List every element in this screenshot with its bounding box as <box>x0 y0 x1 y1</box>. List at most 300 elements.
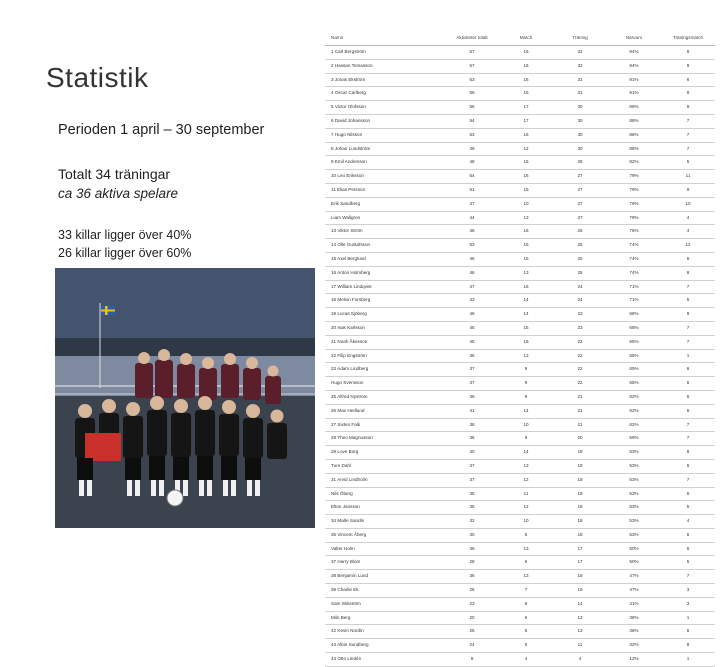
table-row <box>325 432 715 446</box>
attendance-cell: 53% <box>607 501 661 515</box>
training-cell: 11 <box>553 639 607 653</box>
table-row <box>325 653 715 667</box>
player-name-cell: 7 Hugo Nilsson <box>325 128 445 142</box>
period-text: Perioden 1 april – 30 september <box>58 122 265 138</box>
training-match-cell: 6 <box>661 363 715 377</box>
training-match-cell: 11 <box>661 170 715 184</box>
match-cell: 15 <box>499 183 553 197</box>
attendance-cell: 68% <box>607 308 661 322</box>
table-row <box>325 515 715 529</box>
table-row <box>325 170 715 184</box>
table-row <box>325 266 715 280</box>
table-row <box>325 225 715 239</box>
match-cell: 14 <box>499 446 553 460</box>
attendance-cell: 12% <box>607 653 661 667</box>
training-cell: 23 <box>553 321 607 335</box>
player-name-cell: 9 Emil Andersson <box>325 156 445 170</box>
training-match-cell: 7 <box>661 280 715 294</box>
match-cell: 6 <box>499 597 553 611</box>
match-cell: 12 <box>499 501 553 515</box>
total-activities-cell: 36 <box>445 542 499 556</box>
training-match-cell: 5 <box>661 156 715 170</box>
column-header-training: Träning <box>553 32 607 46</box>
total-activities-cell: 38 <box>445 418 499 432</box>
table-row <box>325 446 715 460</box>
total-activities-cell: 37 <box>445 377 499 391</box>
player-name-cell: 16 Anton Holmberg <box>325 266 445 280</box>
total-activities-cell: 54 <box>445 114 499 128</box>
training-cell: 17 <box>553 556 607 570</box>
total-activities-cell: 56 <box>445 87 499 101</box>
table-row <box>325 487 715 501</box>
table-row <box>325 625 715 639</box>
training-match-cell: 1 <box>661 653 715 667</box>
training-match-cell: 4 <box>661 211 715 225</box>
player-name-cell: 15 Axel Berglund <box>325 252 445 266</box>
total-activities-cell: 32 <box>445 515 499 529</box>
player-name-cell: Milo Berg <box>325 611 445 625</box>
match-cell: 5 <box>499 639 553 653</box>
attendance-cell: 65% <box>607 363 661 377</box>
table-row <box>325 611 715 625</box>
training-match-cell: 9 <box>661 59 715 73</box>
training-match-cell: 6 <box>661 459 715 473</box>
training-cell: 4 <box>553 653 607 667</box>
training-cell: 16 <box>553 570 607 584</box>
column-header-match: Match <box>499 32 553 46</box>
training-match-cell: 8 <box>661 446 715 460</box>
table-row <box>325 363 715 377</box>
table-row <box>325 418 715 432</box>
match-cell: 6 <box>499 528 553 542</box>
total-activities-cell: 51 <box>445 183 499 197</box>
training-match-cell: 12 <box>661 239 715 253</box>
total-activities-cell: 36 <box>445 390 499 404</box>
attendance-cell: 76% <box>607 225 661 239</box>
table-row <box>325 211 715 225</box>
player-name-cell: 10 Leo Eriksson <box>325 170 445 184</box>
training-match-cell: 3 <box>661 597 715 611</box>
training-match-cell: 5 <box>661 294 715 308</box>
total-activities-cell: 37 <box>445 363 499 377</box>
total-activities-cell: 45 <box>445 321 499 335</box>
table-row <box>325 294 715 308</box>
attendance-cell: 59% <box>607 432 661 446</box>
match-cell: 16 <box>499 225 553 239</box>
attendance-cell: 94% <box>607 59 661 73</box>
player-name-cell: 34 Malte Sandin <box>325 515 445 529</box>
attendance-cell: 32% <box>607 639 661 653</box>
training-match-cell: 6 <box>661 404 715 418</box>
table-row <box>325 459 715 473</box>
training-cell: 18 <box>553 473 607 487</box>
player-name-cell: 43 Albin Sundberg <box>325 639 445 653</box>
match-cell: 10 <box>499 515 553 529</box>
player-name-cell: 3 Jonas Ekström <box>325 73 445 87</box>
attendance-cell: 79% <box>607 183 661 197</box>
match-cell: 14 <box>499 404 553 418</box>
slide-title: Statistik <box>46 62 149 93</box>
training-match-cell: 9 <box>661 46 715 60</box>
summary-over-60: 26 killar ligger över 60% <box>58 246 192 260</box>
total-activities-cell: 48 <box>445 156 499 170</box>
player-name-cell: 6 David Johansson <box>325 114 445 128</box>
match-cell: 10 <box>499 418 553 432</box>
match-cell: 16 <box>499 73 553 87</box>
total-activities-cell: 36 <box>445 570 499 584</box>
training-match-cell: 6 <box>661 528 715 542</box>
total-activities-cell: 23 <box>445 597 499 611</box>
table-row <box>325 197 715 211</box>
match-cell: 15 <box>499 252 553 266</box>
training-match-cell: 7 <box>661 418 715 432</box>
training-match-cell: 9 <box>661 183 715 197</box>
player-name-cell: Nils Öberg <box>325 487 445 501</box>
training-cell: 18 <box>553 501 607 515</box>
training-cell: 27 <box>553 183 607 197</box>
attendance-cell: 91% <box>607 87 661 101</box>
table-row <box>325 239 715 253</box>
total-activities-cell: 46 <box>445 252 499 266</box>
total-activities-cell: 53 <box>445 128 499 142</box>
table-row <box>325 404 715 418</box>
table-row <box>325 321 715 335</box>
training-cell: 30 <box>553 142 607 156</box>
training-cell: 32 <box>553 59 607 73</box>
table-row <box>325 556 715 570</box>
training-cell: 13 <box>553 625 607 639</box>
table-row <box>325 335 715 349</box>
team-photo-image <box>55 268 315 528</box>
training-match-cell: 9 <box>661 87 715 101</box>
training-match-cell: 6 <box>661 377 715 391</box>
table-row <box>325 156 715 170</box>
training-match-cell: 9 <box>661 308 715 322</box>
total-activities-cell: 45 <box>445 335 499 349</box>
attendance-cell: 79% <box>607 170 661 184</box>
player-name-cell: 27 Sixten Falk <box>325 418 445 432</box>
match-cell: 11 <box>499 487 553 501</box>
training-cell: 24 <box>553 294 607 308</box>
training-match-cell: 10 <box>661 197 715 211</box>
training-cell: 18 <box>553 459 607 473</box>
training-cell: 20 <box>553 432 607 446</box>
training-cell: 30 <box>553 114 607 128</box>
total-activities-cell: 35 <box>445 501 499 515</box>
table-row <box>325 349 715 363</box>
player-name-cell: 38 Benjamin Lund <box>325 570 445 584</box>
match-cell: 16 <box>499 170 553 184</box>
match-cell: 16 <box>499 280 553 294</box>
training-cell: 24 <box>553 280 607 294</box>
training-cell: 27 <box>553 170 607 184</box>
player-name-cell: 37 Harry Blom <box>325 556 445 570</box>
table-body <box>325 46 715 667</box>
total-activities-cell: 41 <box>445 404 499 418</box>
player-name-cell: 2 Hassan Tomasson <box>325 59 445 73</box>
table-row <box>325 584 715 598</box>
total-activities-cell: 35 <box>445 487 499 501</box>
total-activities-cell: 30 <box>445 528 499 542</box>
attendance-cell: 94% <box>607 46 661 60</box>
total-activities-cell: 46 <box>445 266 499 280</box>
total-trainings-text: Totalt 34 träningar <box>58 166 171 182</box>
table-row <box>325 101 715 115</box>
column-header-total: Aktiviteter totalt <box>445 32 499 46</box>
training-cell: 16 <box>553 584 607 598</box>
training-cell: 13 <box>553 611 607 625</box>
match-cell: 9 <box>499 432 553 446</box>
match-cell: 15 <box>499 321 553 335</box>
total-activities-cell: 46 <box>445 225 499 239</box>
attendance-cell: 47% <box>607 570 661 584</box>
attendance-cell: 79% <box>607 197 661 211</box>
match-cell: 9 <box>499 363 553 377</box>
player-name-cell: 20 Isak Karlsson <box>325 321 445 335</box>
player-name-cell: 1 Carl Bergström <box>325 46 445 60</box>
match-cell: 14 <box>499 308 553 322</box>
table-row <box>325 114 715 128</box>
player-name-cell: Liam Wallgren <box>325 211 445 225</box>
training-cell: 27 <box>553 197 607 211</box>
player-name-cell: 17 William Lindqvist <box>325 280 445 294</box>
total-activities-cell: 37 <box>445 459 499 473</box>
training-match-cell: 7 <box>661 142 715 156</box>
training-match-cell: 6 <box>661 252 715 266</box>
training-match-cell: 7 <box>661 570 715 584</box>
attendance-cell: 50% <box>607 542 661 556</box>
match-cell: 13 <box>499 570 553 584</box>
match-cell: 16 <box>499 59 553 73</box>
total-activities-cell: 25 <box>445 625 499 639</box>
training-match-cell: 6 <box>661 487 715 501</box>
total-activities-cell: 44 <box>445 211 499 225</box>
player-name-cell: 29 Love Borg <box>325 446 445 460</box>
player-name-cell: 39 Charlie Ek <box>325 584 445 598</box>
table-row <box>325 473 715 487</box>
match-cell: 13 <box>499 211 553 225</box>
table-row <box>325 639 715 653</box>
training-cell: 18 <box>553 487 607 501</box>
total-activities-cell: 36 <box>445 349 499 363</box>
training-match-cell: 5 <box>661 556 715 570</box>
match-cell: 12 <box>499 473 553 487</box>
total-activities-cell: 43 <box>445 294 499 308</box>
table-row <box>325 390 715 404</box>
match-cell: 17 <box>499 101 553 115</box>
training-cell: 21 <box>553 390 607 404</box>
player-name-cell: 13 Viktor Ström <box>325 225 445 239</box>
training-cell: 22 <box>553 335 607 349</box>
match-cell: 13 <box>499 266 553 280</box>
training-match-cell: 7 <box>661 128 715 142</box>
total-activities-cell: 47 <box>445 280 499 294</box>
match-cell: 10 <box>499 197 553 211</box>
attendance-cell: 82% <box>607 156 661 170</box>
training-cell: 25 <box>553 252 607 266</box>
player-name-cell: 31 Arvid Lindholm <box>325 473 445 487</box>
table-header-row <box>325 32 715 46</box>
training-cell: 30 <box>553 101 607 115</box>
column-header-name: Namn <box>325 32 445 46</box>
match-cell: 13 <box>499 349 553 363</box>
training-match-cell: 9 <box>661 101 715 115</box>
player-name-cell: 11 Elias Persson <box>325 183 445 197</box>
total-activities-cell: 53 <box>445 73 499 87</box>
table-row <box>325 46 715 60</box>
player-name-cell: 25 Alfred Nyström <box>325 390 445 404</box>
attendance-cell: 62% <box>607 390 661 404</box>
attendance-cell: 38% <box>607 611 661 625</box>
total-activities-cell: 36 <box>445 432 499 446</box>
table-row <box>325 280 715 294</box>
training-match-cell: 6 <box>661 542 715 556</box>
player-name-cell: Erik Sandberg <box>325 197 445 211</box>
total-activities-cell: 24 <box>445 639 499 653</box>
training-cell: 14 <box>553 597 607 611</box>
training-cell: 18 <box>553 446 607 460</box>
training-cell: 21 <box>553 418 607 432</box>
total-activities-cell: 47 <box>445 197 499 211</box>
total-activities-cell: 57 <box>445 59 499 73</box>
match-cell: 14 <box>499 294 553 308</box>
training-cell: 30 <box>553 128 607 142</box>
attendance-cell: 50% <box>607 556 661 570</box>
match-cell: 13 <box>499 459 553 473</box>
table-row <box>325 501 715 515</box>
attendance-cell: 88% <box>607 142 661 156</box>
player-name-cell: Hugo Svensson <box>325 377 445 391</box>
match-cell: 16 <box>499 87 553 101</box>
attendance-cell: 62% <box>607 418 661 432</box>
match-cell: 17 <box>499 114 553 128</box>
match-cell: 16 <box>499 128 553 142</box>
player-name-cell: 42 Kevin Nordin <box>325 625 445 639</box>
match-cell: 7 <box>499 584 553 598</box>
attendance-cell: 71% <box>607 280 661 294</box>
training-cell: 31 <box>553 87 607 101</box>
training-cell: 26 <box>553 225 607 239</box>
match-cell: 16 <box>499 46 553 60</box>
table-row <box>325 73 715 87</box>
total-activities-cell: 57 <box>445 46 499 60</box>
attendance-cell: 41% <box>607 597 661 611</box>
training-match-cell: 8 <box>661 639 715 653</box>
attendance-cell: 68% <box>607 321 661 335</box>
player-name-cell: Elton Jansson <box>325 501 445 515</box>
training-match-cell: 3 <box>661 584 715 598</box>
attendance-cell: 79% <box>607 211 661 225</box>
training-cell: 28 <box>553 156 607 170</box>
match-cell: 4 <box>499 653 553 667</box>
training-match-cell: 1 <box>661 611 715 625</box>
attendance-cell: 62% <box>607 404 661 418</box>
training-match-cell: 1 <box>661 349 715 363</box>
total-activities-cell: 49 <box>445 142 499 156</box>
training-match-cell: 4 <box>661 225 715 239</box>
total-activities-cell: 9 <box>445 653 499 667</box>
match-cell: 15 <box>499 156 553 170</box>
training-match-cell: 6 <box>661 73 715 87</box>
training-cell: 22 <box>553 349 607 363</box>
match-cell: 6 <box>499 611 553 625</box>
training-match-cell: 8 <box>661 266 715 280</box>
attendance-cell: 74% <box>607 239 661 253</box>
match-cell: 16 <box>499 335 553 349</box>
training-match-cell: 7 <box>661 321 715 335</box>
training-cell: 17 <box>553 542 607 556</box>
training-cell: 31 <box>553 73 607 87</box>
match-cell: 6 <box>499 556 553 570</box>
player-name-cell: 26 Max Hedlund <box>325 404 445 418</box>
attendance-cell: 74% <box>607 266 661 280</box>
attendance-cell: 91% <box>607 73 661 87</box>
attendance-cell: 65% <box>607 349 661 363</box>
total-activities-cell: 37 <box>445 473 499 487</box>
player-name-cell: 5 Victor Olofsson <box>325 101 445 115</box>
match-cell: 9 <box>499 377 553 391</box>
attendance-cell: 47% <box>607 584 661 598</box>
table-row <box>325 59 715 73</box>
table-row <box>325 308 715 322</box>
player-name-cell: Ture Dahl <box>325 459 445 473</box>
training-match-cell: 7 <box>661 335 715 349</box>
match-cell: 6 <box>499 625 553 639</box>
player-name-cell: 4 Oscar Carlberg <box>325 87 445 101</box>
total-activities-cell: 46 <box>445 308 499 322</box>
player-name-cell: 14 Olle Gustafsson <box>325 239 445 253</box>
total-activities-cell: 20 <box>445 611 499 625</box>
training-cell: 18 <box>553 515 607 529</box>
attendance-cell: 65% <box>607 377 661 391</box>
training-cell: 23 <box>553 308 607 322</box>
statistics-table <box>325 32 715 667</box>
column-header-attendance: Närvaro <box>607 32 661 46</box>
player-name-cell: 35 Vincent Åberg <box>325 528 445 542</box>
table-row <box>325 528 715 542</box>
player-name-cell: Sam Wikström <box>325 597 445 611</box>
table-row <box>325 128 715 142</box>
attendance-cell: 65% <box>607 335 661 349</box>
attendance-cell: 53% <box>607 528 661 542</box>
attendance-cell: 71% <box>607 294 661 308</box>
table-row <box>325 252 715 266</box>
training-match-cell: 4 <box>661 515 715 529</box>
table-row <box>325 377 715 391</box>
training-match-cell: 6 <box>661 625 715 639</box>
table-row <box>325 597 715 611</box>
match-cell: 13 <box>499 542 553 556</box>
attendance-cell: 38% <box>607 625 661 639</box>
attendance-cell: 88% <box>607 101 661 115</box>
table-row <box>325 87 715 101</box>
training-cell: 25 <box>553 266 607 280</box>
player-name-cell: 28 Theo Magnusson <box>325 432 445 446</box>
table-row <box>325 183 715 197</box>
training-cell: 32 <box>553 46 607 60</box>
training-cell: 25 <box>553 239 607 253</box>
training-match-cell: 7 <box>661 432 715 446</box>
table-row <box>325 542 715 556</box>
training-match-cell: 7 <box>661 114 715 128</box>
player-name-cell: 8 Johan Lundström <box>325 142 445 156</box>
attendance-cell: 88% <box>607 128 661 142</box>
player-name-cell: 21 Noah Åkesson <box>325 335 445 349</box>
attendance-cell: 53% <box>607 515 661 529</box>
attendance-cell: 53% <box>607 473 661 487</box>
training-match-cell: 6 <box>661 390 715 404</box>
match-cell: 16 <box>499 239 553 253</box>
